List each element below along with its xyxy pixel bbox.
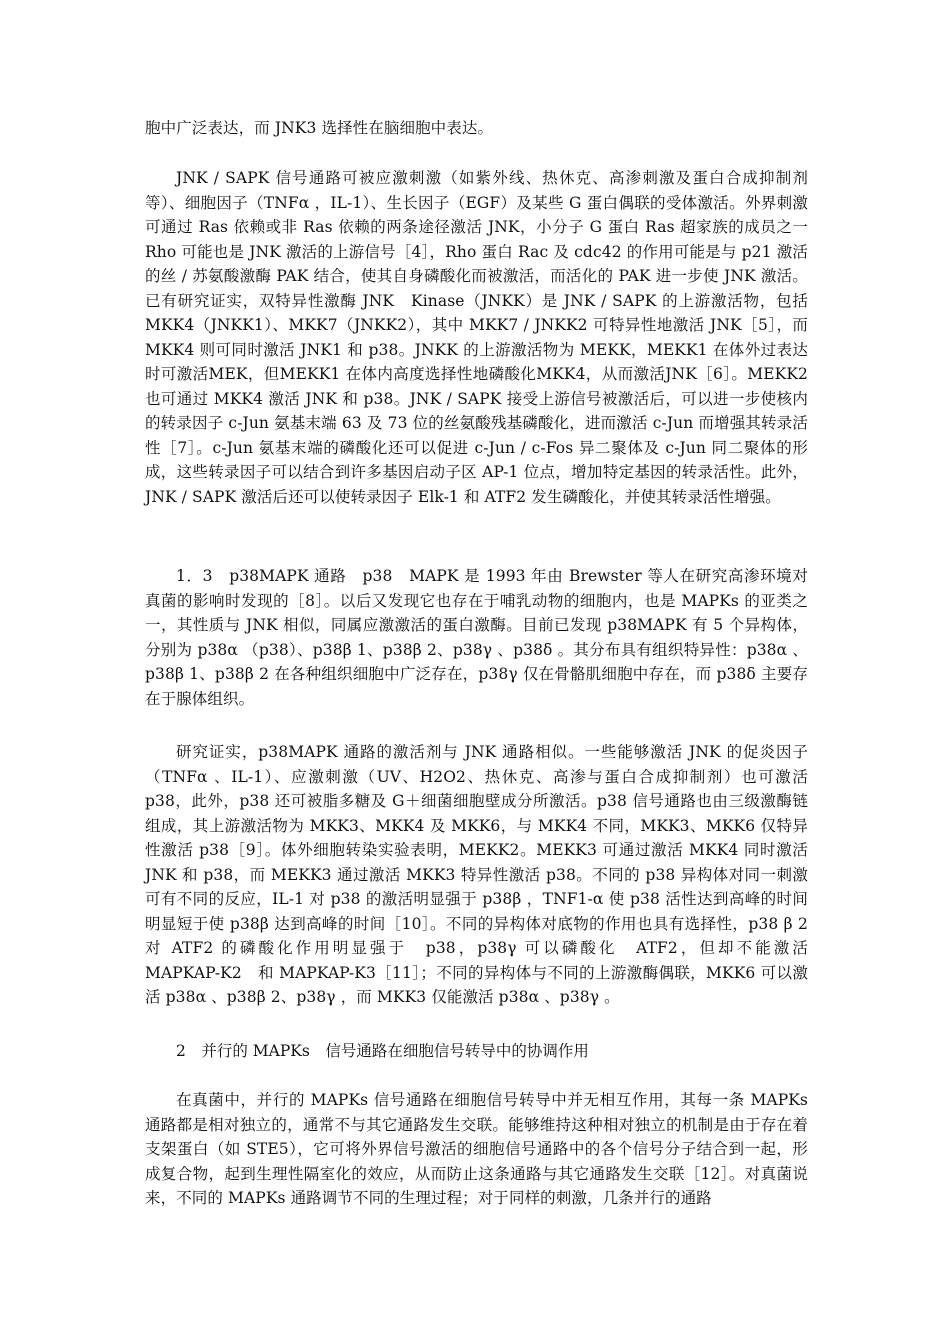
paragraph-jnk-sapk-pathway: JNK / SAPK 信号通路可被应激刺激（如紫外线、热休克、高渗刺激及蛋白合成抑制剂等）、细胞因子（TNFα ，IL-1）、生长因子（EGF）及某些 G 蛋白偶联的受体激活。外界刺激可通过 Ras 依赖或非 Ras 依赖的两条途径激活 JNK，小分子 G 蛋白 Ras 超家族的成员之一 Rho 可能也是 JNK 激活的上游信号［4］，Rho 蛋白 Rac 及 cdc42 的作用可能是与 p21 激活的丝 / 苏氨酸激酶 PAK 结合，使其自身磷酸化而被激活，而活化的 PAK 进一步使 JNK 激活。已有研究证实，双特异性激酶 JNK Kinase（JNKK）是 JNK / SAPK 的上游激活物，包括 MKK4（JNKK1）、MKK7（JNKK2），其中 MKK7 / JNKK2 可特异性地激活 JNK［5］，而 MKK4 则可同时激活 JNK1 和 p38。JNKK 的上游激活物为 MEKK，MEKK1 在体外过表达时可激活MEK，但MEKK1 在体内高度选择性地磷酸化MKK4，从而激活JNK［6］。MEKK2 也可通过 MKK4 激活 JNK 和 p38。JNK / SAPK 接受上游信号被激活后，可以进一步使核内的转录因子 c-Jun 氨基末端 63 及 73 位的丝氨酸残基磷酸化，进而激活 c-Jun 而增强其转录活性［7］。c-Jun 氨基末端的磷酸化还可以促进 c-Jun / c-Fos 异二聚体及 c-Jun 同二聚体的形成，这些转录因子可以结合到许多基因启动子区 AP-1 位点，增加特定基因的转录活性。此外，JNK / SAPK 激活后还可以使转录因子 Elk-1 和 ATF2 发生磷酸化，并使其转录活性增强。	[145, 169, 808, 506]
paragraph-jnk3-expression: 胞中广泛表达，而 JNK3 选择性在脑细胞中表达。	[145, 119, 494, 137]
paragraph-p38-activation: 研究证实，p38MAPK 通路的激活剂与 JNK 通路相似。一些能够激活 JNK 的促炎因子（TNFα 、IL-1）、应激刺激（UV、H2O2、热休克、高渗与蛋白合成抑制剂）也可激活 p38，此外，p38 还可被脂多糖及 G＋细菌细胞壁成分所激活。p38 信号通路也由三级激酶链组成，其上游激活物为 MKK3、MKK4 及 MKK6，与 MKK4 不同，MKK3、MKK6 仅特异性激活 p38［9］。体外细胞转染实验表明，MEKK2。MEKK3 可通过激活 MKK4 同时激活 JNK 和 p38，而 MEKK3 通过激活 MKK3 特异性激活 p38。不同的 p38 异构体对同一刺激可有不同的反应，IL-1 对 p38 的激活明显强于 p38β ，TNF1-α 使 p38 活性达到高峰的时间明显短于使 p38β 达到高峰的时间［10］。不同的异构体对底物的作用也具有选择性，p38 β 2 对 ATF2 的磷酸化作用明显强于 p38，p38γ 可以磷酸化 ATF2，但却不能激活 MAPKAP-K2 和 MAPKAP-K3［11］；不同的异构体与不同的上游激酶偶联，MKK6 可以激活 p38α 、p38β 2、p38γ ，而 MKK3 仅能激活 p38α 、p38γ 。	[145, 743, 824, 1006]
paragraph-fungi-mapks: 在真菌中，并行的 MAPKs 信号通路在细胞信号转导中并无相互作用，其每一条 MAPKs 通路都是相对独立的，通常不与其它通路发生交联。能够维持这种相对独立的机制是由于存在着支架蛋白（如 STE5），它可将外界信号激活的细胞信号通路中的各个信号分子结合到一起，形成复合物，起到生理性隔室化的效应，从而防止这条通路与其它通路发生交联［12］。对真菌说来，不同的 MAPKs 通路调节不同的生理过程；对于同样的刺激，几条并行的通路	[145, 1091, 808, 1207]
paragraph-p38mapk-pathway: 1．3 p38MAPK 通路 p38 MAPK 是 1993 年由 Brewster 等人在研究高渗环境对真菌的影响时发现的［8］。以后又发现它也存在于哺乳动物的细胞内，也是 MAPKs 的亚类之一，其性质与 JNK 相似，同属应激激活的蛋白激酶。目前已发现 p38MAPK 有 5 个异构体，分别为 p38α （p38）、p38β 1、p38β 2、p38γ 、p38δ 。其分布具有组织特异性：p38α 、p38β 1、p38β 2 在各种组织细胞中广泛存在，p38γ 仅在骨骼肌细胞中存在，而 p38δ 主要存在于腺体组织。	[145, 567, 808, 708]
section-heading-parallel-mapks: 2 并行的 MAPKs 信号通路在细胞信号转导中的协调作用	[176, 1042, 589, 1060]
